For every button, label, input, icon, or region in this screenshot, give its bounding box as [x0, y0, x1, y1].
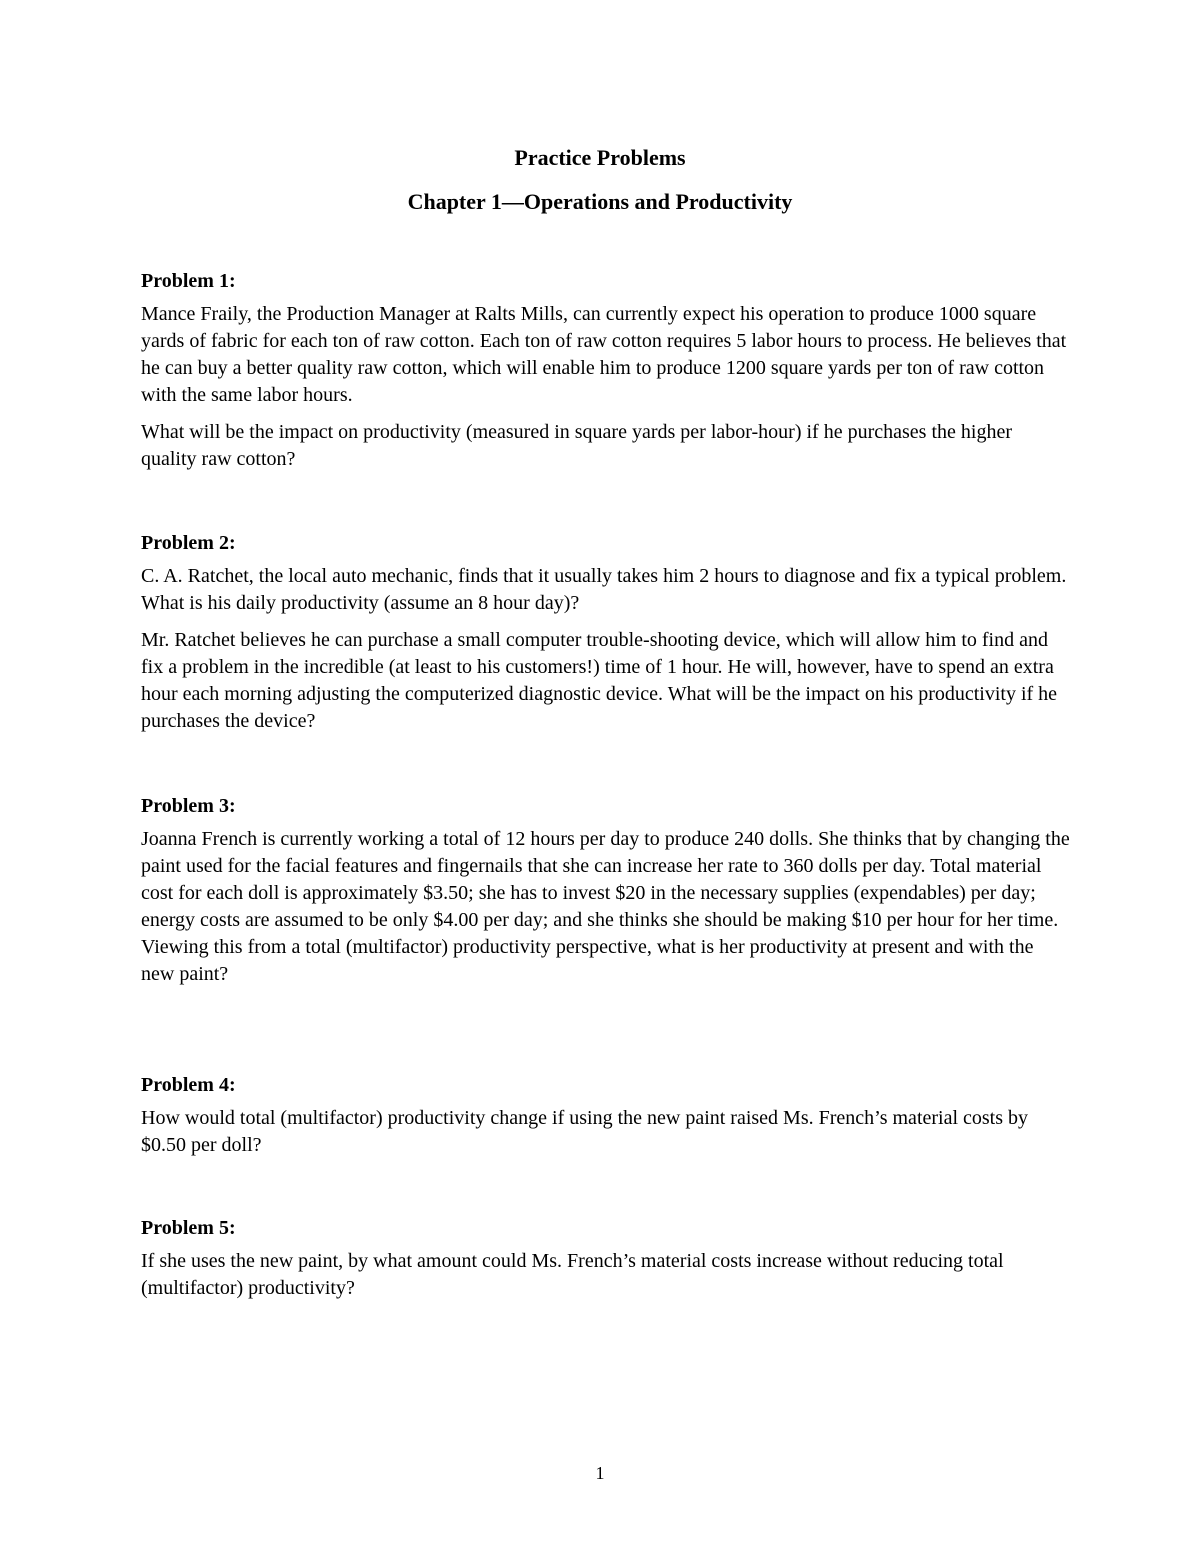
problem-question: Mr. Ratchet believes he can purchase a small computer trouble-shooting device, which will allow him to find and fix a problem in the incredible (at least to his customers!) time of 1 hour. He will, however, have to spend an extra hour each morning adjusting the computerized diagnostic device. What will be the impact on his productivity if he purchases the device? [141, 629, 1058, 732]
problem-question: What will be the impact on productivity (measured in square yards per labor-hour) if he purchases the higher quality raw cotton? [141, 421, 1012, 470]
problem-heading: Problem 3: [141, 795, 236, 817]
chapter-title: Chapter 1—Operations and Productivity [407, 189, 793, 214]
problem-heading: Problem 4: [141, 1074, 236, 1096]
problem-2 [141, 530, 1071, 735]
problem-heading: Problem 2: [141, 532, 236, 554]
problem-paragraph: Joanna French is currently working a total of 12 hours per day to produce 240 dolls. She thinks that by changing the paint used for the facial features and fingernails that she can increase her rate to 360 dolls per day. Total material cost for each doll is approximately $3.50; she has to invest $20 in the necessary supplies (expendables) per day; energy costs are assumed to be only $4.00 per day; and she thinks she should be making $10 per hour for her time. Viewing this from a total (multifactor) productivity perspective, what is her productivity at present and with the new paint? [141, 828, 1070, 985]
problem-paragraph: If she uses the new paint, by what amount could Ms. French’s material costs increase without reducing total (multifactor) productivity? [141, 1250, 1004, 1299]
problem-paragraph: How would total (multifactor) productivity change if using the new paint raised Ms. French’s material costs by $0.50 per doll? [141, 1107, 1029, 1156]
problem-paragraph: Mance Fraily, the Production Manager at Ralts Mills, can currently expect his operation to produce 1000 square yards of fabric for each ton of raw cotton. Each ton of raw cotton requires 5 labor hours to process. He believes that he can buy a better quality raw cotton, which will enable him to produce 1200 square yards per ton of raw cotton with the same labor hours. [141, 303, 1067, 406]
problem-5 [141, 1215, 1071, 1302]
problem-3 [141, 793, 1071, 988]
problem-4 [141, 1072, 1071, 1159]
problem-heading: Problem 1: [141, 270, 236, 292]
document-title: Practice Problems [514, 145, 686, 170]
problem-paragraph: C. A. Ratchet, the local auto mechanic, finds that it usually takes him 2 hours to diagnose and fix a typical problem. What is his daily productivity (assume an 8 hour day)? [141, 565, 1067, 614]
page-number: 1 [595, 1463, 605, 1483]
problem-1 [141, 268, 1071, 473]
problem-heading: Problem 5: [141, 1217, 236, 1239]
